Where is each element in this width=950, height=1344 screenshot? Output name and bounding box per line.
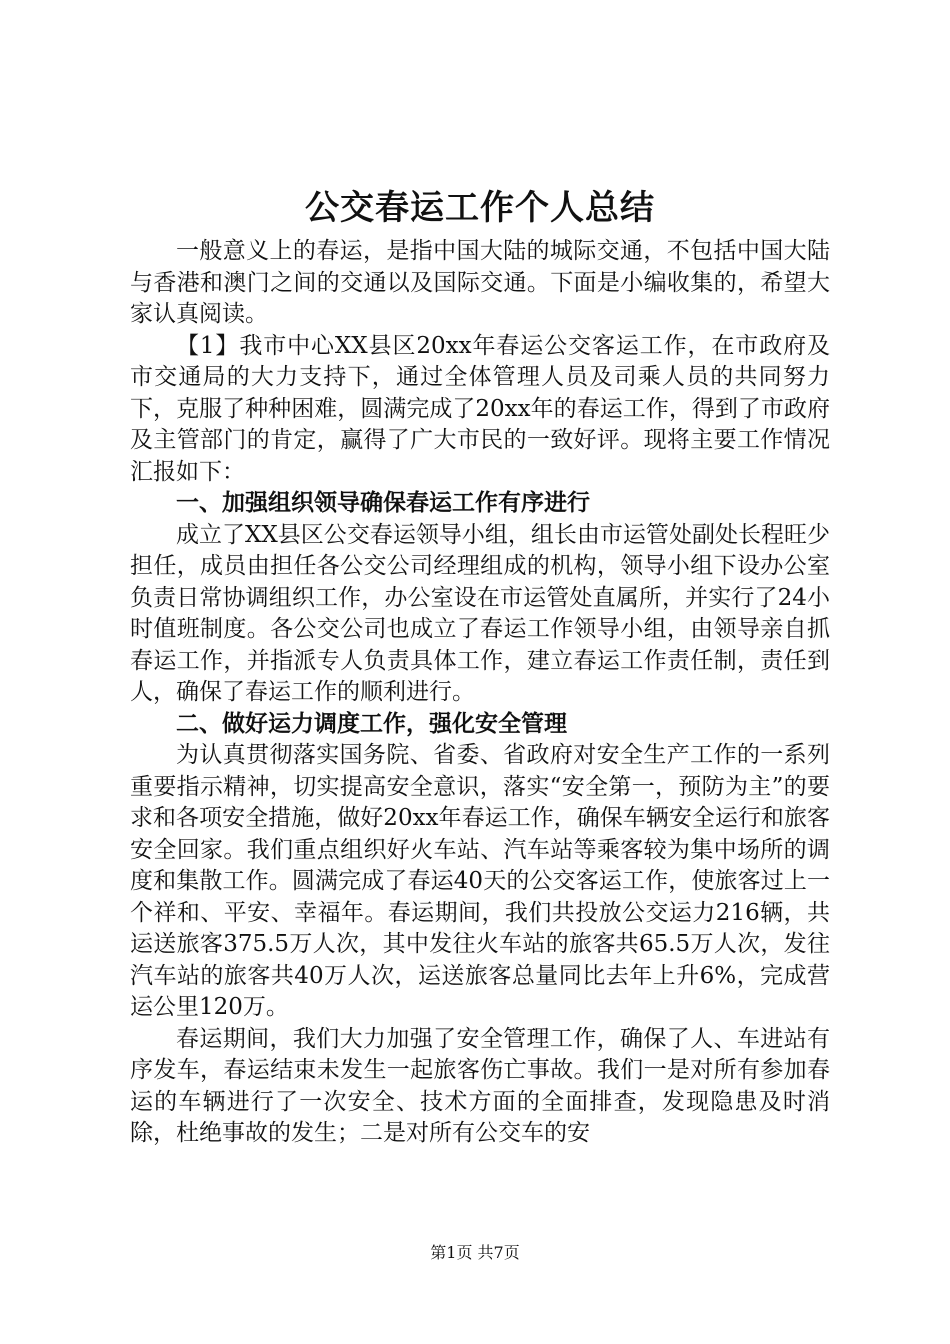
page-footer: 第1页 共7页 [430, 1243, 520, 1262]
document-page [130, 180, 830, 1150]
document-title: 公交春运工作个人总结 [305, 188, 655, 228]
section-heading-1: 一、加强组织领导确保春运工作有序进行 [176, 490, 590, 516]
paragraph-2: 成立了XX县区公交春运领导小组，组长由市运管处副处长程旺少担任，成员由担任各公交公司经理组成的机构，领导小组下设办公室负责日常协调组织工作，办公室设在市运管处直属所，并实行了24小时值班制度。各公交公司也成立了春运工作领导小组，由领导亲自抓春运工作，并指派专人负责具体工作，建立春运工作责任制，责任到人，确保了春运工作的顺利进行。 [130, 521, 830, 705]
paragraph-3: 为认真贯彻落实国务院、省委、省政府对安全生产工作的一系列重要指示精神，切实提高安全意识，落实“安全第一，预防为主”的要求和各项安全措施，做好20xx年春运工作，确保车辆安全运行和旅客安全回家。我们重点组织好火车站、汽车站等乘客较为集中场所的调度和集散工作。圆满完成了春运40天的公交客运工作，使旅客过上一个祥和、平安、幸福年。春运期间，我们共投放公交运力216辆，共运送旅客375.5万人次，其中发往火车站的旅客共65.5万人次，发往汽车站的旅客共40万人次，运送旅客总量同比去年上升6%，完成营运公里120万。 [130, 742, 830, 1020]
section-heading-2: 二、做好运力调度工作，强化安全管理 [176, 710, 567, 737]
paragraph-4: 春运期间，我们大力加强了安全管理工作，确保了人、车进站有序发车，春运结束未发生一起旅客伤亡事故。我们一是对所有参加春运的车辆进行了一次安全、技术方面的全面排查，发现隐患及时消除，杜绝事故的发生；二是对所有公交车的安 [130, 1025, 830, 1146]
paragraph-1: 【1】我市中心XX县区20xx年春运公交客运工作，在市政府及市交通局的大力支持下，通过全体管理人员及司乘人员的共同努力下，克服了种种困难，圆满完成了20xx年的春运工作，得到了市政府及主管部门的肯定，赢得了广大市民的一致好评。现将主要工作情况汇报如下： [130, 332, 830, 485]
paragraph-intro: 一般意义上的春运，是指中国大陆的城际交通，不包括中国大陆与香港和澳门之间的交通以及国际交通。下面是小编收集的，希望大家认真阅读。 [130, 238, 830, 327]
